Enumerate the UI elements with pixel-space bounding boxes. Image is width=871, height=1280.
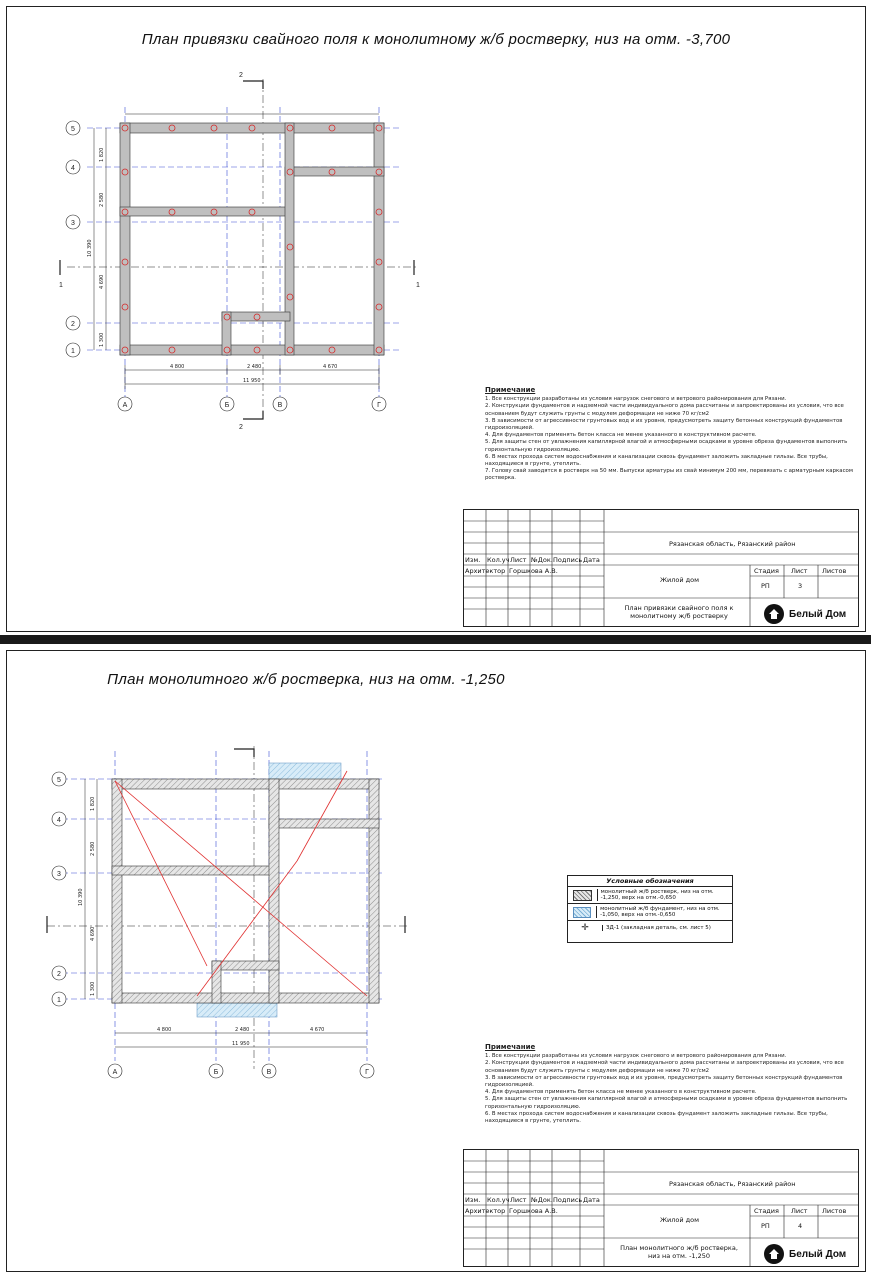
dim-left-3: 4 690 [99,274,105,289]
stamp-col-doc: №Док. [531,556,553,564]
axis-label-a: А [122,402,128,409]
dim-bottom-3: 4 670 [310,1027,325,1033]
stamp-author: Горшкова А.В. [509,1207,558,1215]
notes-block [485,1044,853,1125]
dim-bottom-1: 4 800 [170,364,185,370]
sheet-divider [0,635,871,644]
brand-name: Белый Дом [789,1248,847,1260]
dim-bottom-3: 4 670 [323,364,338,370]
axis-label-v: В [277,402,283,409]
axis-label-2: 2 [57,971,61,978]
note-6: 6. В местах прохода систем водоснабжения и канализации сквозь фундамент заложить закладные гильзы. Все трубы, находящиеся в грунте, утеплить. [485,453,828,468]
dim-left-2: 2 580 [90,841,96,856]
legend-row [568,904,732,921]
note-1: 1. Все конструкции разработаны из условия нагрузок снегового и ветрового районирования для Рязани. [485,396,787,403]
stamp-object: Жилой дом [660,1216,700,1224]
stamp-stage: РП [761,1222,770,1230]
dim-bottom-2: 2 480 [235,1027,250,1033]
note-2: 2. Конструкции фундаментов и надземной части индивидуального дома рассчитаны и запроектированы из условия, что все основанием будут служить грунты с модулем деформации не ниже 70 кг/см2 [485,1060,844,1074]
stamp-region: Рязанская область, Рязанский район [669,1180,796,1188]
note-2: 2. Конструкции фундаментов и надземной части индивидуального дома рассчитаны и запроектированы из условия, что все основанием будут служить грунты с модулем деформации не ниже 70 кг/см2 [485,403,844,417]
axis-label-v: В [266,1069,272,1076]
title-block [463,1149,859,1267]
legend-item-2: монолитный ж/б фундамент, низ на отм. -1,050, верх на отм.-0,650 [596,906,732,918]
note-4: 4. Для фундаментов применять бетон класса не менее указанного в конструктивном расчете. [485,1089,757,1096]
sheet-title: План монолитного ж/б ростверка, низ на отм. -1,250 [107,671,505,688]
stamp-stage: РП [761,582,770,590]
axis-label-1: 1 [57,997,61,1004]
notes-title: Примечание [485,1043,536,1051]
dim-total: 11 950 [232,1041,250,1047]
stamp-col-sheet: Лист [510,1196,527,1204]
section-mark-left: 1 [59,282,63,289]
brand-logo [764,1244,846,1264]
stamp-col-change: Изм. [465,1196,481,1204]
stamp-author: Горшкова А.В. [509,567,558,575]
note-6: 6. В местах прохода систем водоснабжения и канализации сквозь фундамент заложить закладные гильзы. Все трубы, находящиеся в грунте, утеплить. [485,1110,828,1125]
dim-left-4: 1 300 [90,981,96,996]
legend-item-1: монолитный ж/б ростверк, низ на отм. -1,250, верх на отм.-0,650 [597,889,732,901]
dim-left-4: 1 300 [99,332,105,347]
dim-bottom-2: 2 480 [247,364,262,370]
stamp-col-doc: №Док. [531,1196,553,1204]
stamp-drawing-name: План привязки свайного поля к монолитному ж/б ростверку [624,604,734,620]
axis-label-4: 4 [57,817,61,824]
note-1: 1. Все конструкции разработаны из условия нагрузок снегового и ветрового районирования для Рязани. [485,1053,787,1060]
notes-title: Примечание [485,386,536,394]
axis-label-g: Г [365,1069,369,1076]
stamp-sheets-label: Листов [822,567,847,575]
axis-label-4: 4 [71,165,75,172]
axis-label-1: 1 [71,348,75,355]
brand-name: Белый Дом [789,608,847,620]
axis-label-3: 3 [71,220,75,227]
axis-label-5: 5 [71,126,75,133]
drawing-sheet-pile-plan [6,6,866,632]
dim-total: 11 950 [243,378,261,384]
legend-row [568,887,732,904]
stamp-sheets-label: Листов [822,1207,847,1215]
axis-label-2: 2 [71,321,75,328]
axis-label-5: 5 [57,777,61,784]
axis-label-g: Г [377,402,381,409]
brand-logo [764,604,846,624]
stamp-col-change: Изм. [465,556,481,564]
stamp-object: Жилой дом [660,576,700,584]
dim-left-total: 10 390 [87,239,93,257]
stamp-stage-label: Стадия [754,1207,779,1215]
stamp-col-count: Кол.уч [487,1196,510,1204]
stamp-col-sheet: Лист [510,556,527,564]
note-4: 4. Для фундаментов применять бетон класса не менее указанного в конструктивном расчете. [485,432,757,439]
hatch-blue-swatch [573,907,591,918]
note-3: 3. В зависимости от агрессивности грунтовых вод и их уровня, предусмотреть защиту бетонных конструкций фундаментов гидроизоляцией. [485,1074,843,1089]
stamp-role: Архитектор [465,1207,506,1215]
legend-item-3: ЗД-1 (закладная деталь, см. лист 5) [602,925,711,931]
dim-left-total: 10 390 [78,888,84,906]
axis-label-b: Б [224,402,230,409]
dim-left-1: 1 820 [99,147,105,162]
section-mark-top: 2 [239,72,243,79]
sheet-title: План привязки свайного поля к монолитному ж/б ростверку, низ на отм. -3,700 [141,31,731,48]
axis-label-3: 3 [57,871,61,878]
dim-left-1: 1 820 [90,796,96,811]
section-mark-right: 1 [416,282,420,289]
stamp-drawing-name: План монолитного ж/б ростверка, низ на отм. -1,250 [620,1244,738,1260]
drawing-sheet-grillage-plan [6,650,866,1272]
section-mark-bottom: 2 [239,424,243,431]
house-icon [764,1244,784,1264]
note-5: 5. Для защиты стен от увлажнения капиллярной влагой и атмосферными осадками в уровне обреза фундаментов выполнить горизонтальную гидроизоляцию. [485,439,848,453]
stamp-col-sign: Подпись [553,556,583,564]
embedded-part-icon: ✛ [581,923,589,933]
stamp-role: Архитектор [465,567,506,575]
note-5: 5. Для защиты стен от увлажнения капиллярной влагой и атмосферными осадками в уровне обреза фундаментов выполнить горизонтальную гидроизоляцию. [485,1096,848,1110]
axis-label-a: А [112,1069,118,1076]
house-icon [764,604,784,624]
note-7: 7. Голову свай заводятся в ростверк на 50 мм. Выпуски арматуры из свай минимум 200 мм, перевязать с арматурным каркасом ростверка. [485,468,853,482]
stamp-col-date: Дата [583,556,600,564]
notes-block [485,387,853,483]
dim-left-2: 2 580 [99,192,105,207]
dim-left-3: 4 690 [90,926,96,941]
stamp-sheet-number: 3 [798,582,803,590]
stamp-col-sign: Подпись [553,1196,583,1204]
stamp-region: Рязанская область, Рязанский район [669,540,796,548]
stamp-sheet-label: Лист [791,1207,808,1215]
legend-row [568,921,732,935]
stamp-sheet-label: Лист [791,567,808,575]
note-3: 3. В зависимости от агрессивности грунтовых вод и их уровня, предусмотреть защиту бетонных конструкций фундаментов гидроизоляцией. [485,417,843,432]
hatch-grey-swatch [573,890,592,901]
axis-label-b: Б [213,1069,219,1076]
dim-bottom-1: 4 800 [157,1027,172,1033]
title-block [463,509,859,627]
stamp-col-date: Дата [583,1196,600,1204]
legend-box [567,875,733,943]
legend-title: Условные обозначения [568,876,732,887]
stamp-stage-label: Стадия [754,567,779,575]
stamp-col-count: Кол.уч [487,556,510,564]
stamp-sheet-number: 4 [798,1222,803,1230]
